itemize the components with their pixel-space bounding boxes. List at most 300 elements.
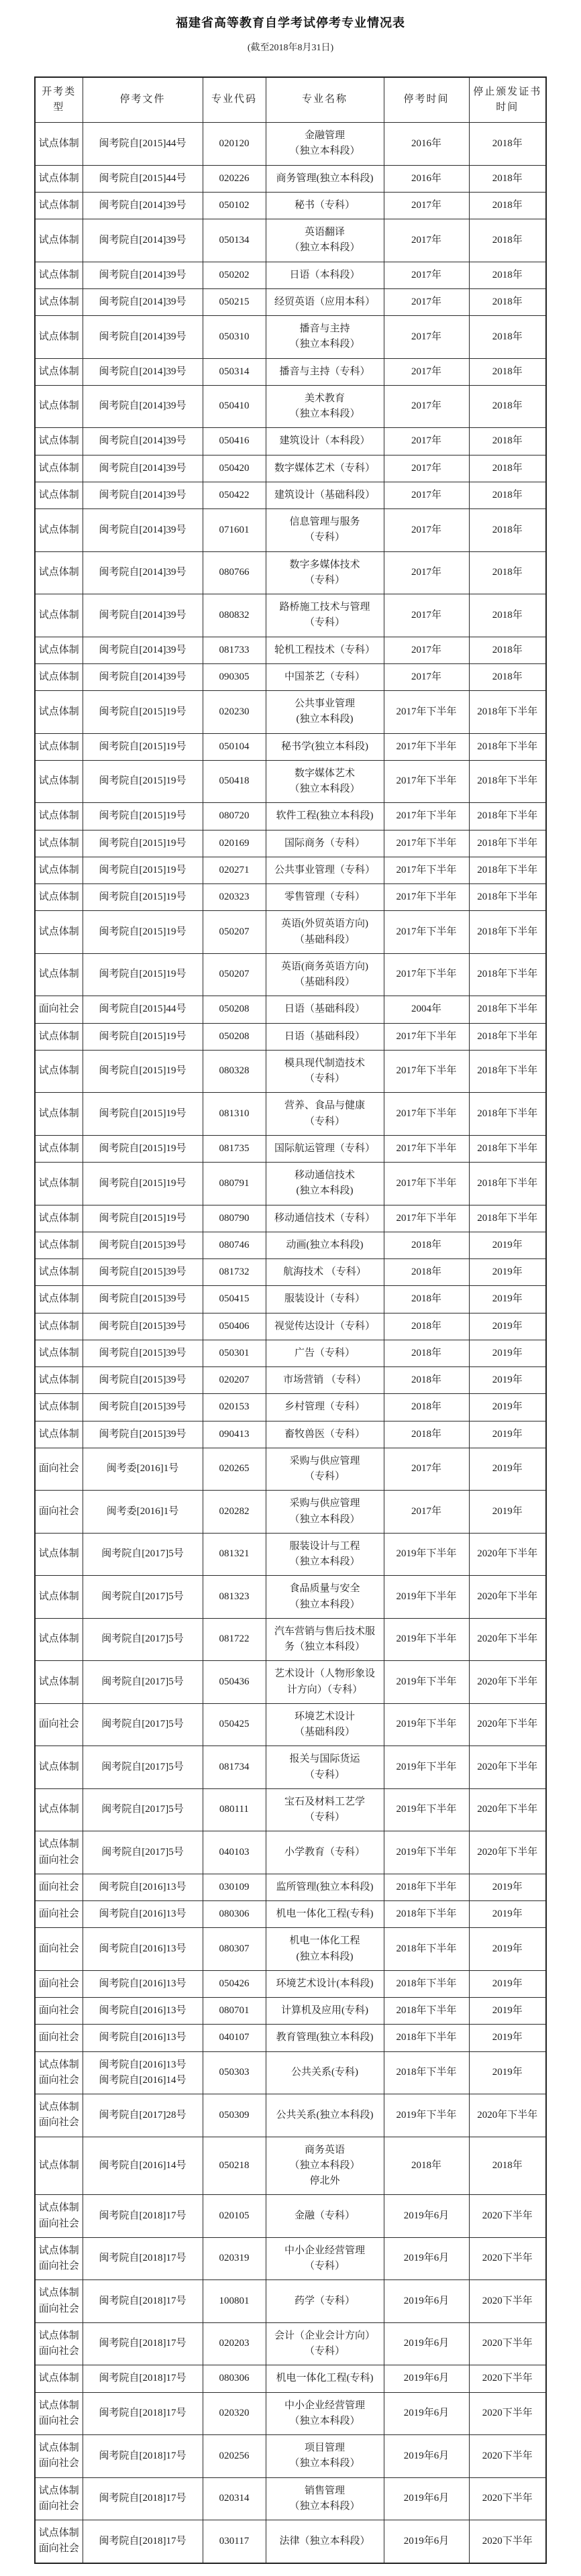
cell-line: 闽考院自[2018]17号 [99, 2373, 187, 2384]
cell-line: 050208 [219, 1004, 250, 1015]
cell-line: 2018年下半年 [396, 1943, 457, 1954]
cert-stop-time-cell [469, 1050, 546, 1093]
cell-line: 闽考院自[2015]39号 [99, 1375, 187, 1385]
cell-line: (独立本科段) [296, 1185, 354, 1197]
stop-time-cell [384, 1093, 469, 1136]
cell-line: 2018年下半年 [477, 1212, 538, 1224]
major-name-cell [266, 1232, 384, 1258]
cell-line: 试点体制 [38, 172, 79, 184]
cell-line: 090305 [219, 671, 250, 682]
cell-line: 2019年 [492, 1267, 523, 1277]
stop-time-cell [384, 1703, 469, 1746]
cert-stop-time-cell [469, 358, 546, 385]
cell-line: 乡村管理（专科） [284, 1401, 365, 1413]
stop-exam-table [34, 76, 547, 2564]
table-row [35, 1093, 546, 1136]
cell-line: 2018年 [411, 1401, 441, 1413]
cell-line: 2020下半年 [482, 2373, 533, 2384]
stop-time-cell [384, 288, 469, 315]
cell-line: 2019年 [492, 1375, 523, 1385]
major-name-cell [266, 1746, 384, 1789]
stop-time-cell [384, 691, 469, 734]
cell-line: 2018年下半年 [477, 864, 538, 875]
cell-line: 闽考院自[2018]17号 [99, 2253, 187, 2264]
table-row [35, 551, 546, 594]
stop-doc-cell [83, 2280, 203, 2323]
stop-time-cell [384, 1998, 469, 2025]
cell-line: 2018年 [411, 1267, 441, 1277]
cell-line: 面向社会 [38, 1004, 79, 1015]
cell-line: 信息管理与服务 [289, 517, 360, 527]
cell-line: （专科） [304, 1471, 345, 1482]
cell-line: （独立本科段） [289, 242, 360, 254]
major-code-cell [203, 482, 266, 508]
table-row [35, 358, 546, 385]
table-row [35, 1448, 546, 1491]
cell-line: 开考类型 [42, 86, 76, 113]
cert-stop-time-cell [469, 1448, 546, 1491]
stop-time-cell [384, 1788, 469, 1831]
major-name-cell [266, 2365, 384, 2392]
stop-doc-cell [83, 663, 203, 690]
stop-time-cell [384, 1576, 469, 1619]
stop-doc-cell [83, 1023, 203, 1050]
exam-type-cell [35, 996, 83, 1023]
cell-line: 2020下半年 [482, 2450, 533, 2461]
cell-line: 020153 [219, 1401, 250, 1413]
major-name-cell [266, 482, 384, 508]
cell-line: 报关与国际货运 [289, 1754, 360, 1765]
cell-line: 2020下半年 [482, 2338, 533, 2349]
cell-line: 闽考院自[2017]5号 [101, 1633, 184, 1645]
major-name-cell [266, 1788, 384, 1831]
cell-line: （专科） [304, 2346, 345, 2357]
cert-stop-time-cell [469, 803, 546, 830]
major-code-cell [203, 1533, 266, 1576]
stop-doc-cell [83, 2520, 203, 2563]
cell-line: 试点体制 [38, 1761, 79, 1772]
cert-stop-time-cell [469, 1023, 546, 1050]
major-code-cell [203, 953, 266, 996]
cell-line: 2019年下半年 [396, 1719, 457, 1730]
cell-line: 2016年 [411, 172, 441, 184]
major-code-cell [203, 1928, 266, 1971]
stop-doc-cell [83, 2025, 203, 2051]
exam-type-cell [35, 288, 83, 315]
cell-line: 面向社会 [38, 2032, 79, 2043]
cell-line: （专科） [304, 574, 345, 586]
cell-line: 2018年 [492, 2159, 523, 2171]
cell-line: 2018年 [492, 400, 523, 412]
cell-line: 闽考院自[2016]13号 [99, 1881, 187, 1892]
exam-type-cell [35, 1050, 83, 1093]
major-code-cell [203, 1703, 266, 1746]
cell-line: 闽考院自[2017]5号 [101, 1676, 184, 1687]
stop-time-cell [384, 733, 469, 760]
cell-line: 面向社会 [38, 2303, 79, 2314]
cell-line: 2018年 [492, 172, 523, 184]
stop-time-cell [384, 1340, 469, 1366]
stop-doc-cell [83, 803, 203, 830]
cert-stop-time-cell [469, 911, 546, 954]
cell-line: 闽考院自[2016]13号 [99, 2059, 187, 2070]
column-header [384, 77, 469, 123]
major-name-cell [266, 1661, 384, 1704]
cell-line: 中国茶艺（专科） [284, 671, 365, 682]
cert-stop-time-cell [469, 316, 546, 359]
cell-line: 081323 [219, 1591, 250, 1602]
cell-line: 090413 [219, 1428, 250, 1440]
table-row [35, 1874, 546, 1900]
cell-line: 2020下半年 [482, 2493, 533, 2504]
major-code-cell [203, 2477, 266, 2520]
exam-type-cell [35, 953, 83, 996]
stop-time-cell [384, 1259, 469, 1286]
cell-line: 闽考院自[2018]17号 [99, 2210, 187, 2221]
cell-line: 移动通信技术（专科） [274, 1212, 375, 1224]
cell-line: 播音与主持 [299, 323, 350, 334]
table-row [35, 1135, 546, 1162]
cell-line: （独立本科段） [289, 339, 360, 350]
cell-line: 2018年下半年 [477, 969, 538, 980]
major-code-cell [203, 2365, 266, 2392]
major-name-cell [266, 2520, 384, 2563]
major-name-cell [266, 691, 384, 734]
exam-type-cell [35, 428, 83, 455]
cell-line: 试点体制 [38, 1375, 79, 1385]
major-code-cell [203, 857, 266, 883]
major-name-cell [266, 857, 384, 883]
cell-line: 教育管理(独立本科段) [276, 2032, 374, 2043]
exam-type-cell [35, 1163, 83, 1205]
cell-line: 050104 [219, 741, 250, 752]
cell-line: 面向社会 [38, 1719, 79, 1730]
major-name-cell [266, 1340, 384, 1366]
cell-line: 金融管理 [304, 130, 345, 141]
exam-type-cell [35, 1313, 83, 1340]
stop-doc-cell [83, 996, 203, 1023]
cell-line: 2017年 [411, 524, 441, 535]
cell-line: （独立本科段） [289, 1556, 360, 1567]
exam-type-cell [35, 1259, 83, 1286]
cell-line: 2017年 [411, 644, 441, 655]
cell-line: 面向社会 [38, 1909, 79, 1919]
cell-line: 050207 [219, 926, 250, 937]
cell-line: 日语（本科段） [289, 269, 360, 280]
exam-type-cell [35, 1340, 83, 1366]
cell-line: 2018年下半年 [477, 1108, 538, 1119]
major-code-cell [203, 2237, 266, 2280]
cell-line: 080766 [219, 567, 250, 578]
cert-stop-time-cell [469, 1286, 546, 1313]
stop-time-cell [384, 1367, 469, 1394]
major-name-cell [266, 1135, 384, 1162]
major-code-cell [203, 1313, 266, 1340]
cell-line: 闽考院自[2015]19号 [99, 926, 187, 937]
cert-stop-time-cell [469, 1618, 546, 1661]
stop-doc-cell [83, 1901, 203, 1928]
cell-line: 020203 [219, 2338, 250, 2349]
stop-time-cell [384, 2392, 469, 2435]
cell-line: 计算机及应用(专科) [281, 2005, 368, 2016]
column-header [83, 77, 203, 123]
major-code-cell [203, 1661, 266, 1704]
cell-line: 050406 [219, 1320, 250, 1332]
cell-line: 面向社会 [38, 2218, 79, 2229]
cell-line: 2018年下半年 [477, 1030, 538, 1042]
cell-line: 闽考院自[2015]19号 [99, 892, 187, 902]
stop-time-cell [384, 2137, 469, 2195]
cell-line: 2019年 [492, 1881, 523, 1892]
cell-line: 试点体制 [38, 810, 79, 822]
cell-line: 2019年 [492, 1293, 523, 1305]
cell-line: 试点体制 [38, 671, 79, 682]
cell-line: 轮机工程技术（专科） [274, 644, 375, 655]
cert-stop-time-cell [469, 1928, 546, 1971]
cert-stop-time-cell [469, 884, 546, 911]
cert-stop-time-cell [469, 1232, 546, 1258]
exam-type-cell [35, 1421, 83, 1448]
cell-line: 2017年 [411, 609, 441, 621]
major-code-cell [203, 1135, 266, 1162]
cert-stop-time-cell [469, 1901, 546, 1928]
exam-type-cell [35, 316, 83, 359]
cell-line: 闽考院自[2017]5号 [101, 1548, 184, 1560]
table-row [35, 509, 546, 552]
exam-type-cell [35, 455, 83, 482]
cell-line: 2018年 [492, 489, 523, 500]
major-code-cell [203, 884, 266, 911]
exam-type-cell [35, 2365, 83, 2392]
table-row [35, 1259, 546, 1286]
major-name-cell [266, 1050, 384, 1093]
cell-line: 航海技术 （专科） [283, 1267, 366, 1277]
table-row [35, 123, 546, 166]
major-name-cell [266, 2094, 384, 2137]
table-row [35, 760, 546, 803]
table-row [35, 803, 546, 830]
major-code-cell [203, 1286, 266, 1313]
cell-line: 试点体制 [38, 2059, 79, 2070]
cell-line: 面向社会 [38, 1943, 79, 1954]
cell-line: 闽考院自[2016]14号 [99, 2074, 187, 2086]
cell-line: 数字多媒体技术 [289, 559, 360, 570]
cell-line: 试点体制 [38, 366, 79, 377]
exam-type-cell [35, 219, 83, 262]
table-row [35, 1491, 546, 1534]
exam-type-cell [35, 2025, 83, 2051]
cell-line: 闽考院自[2015]19号 [99, 864, 187, 875]
cell-line: 2019年 [492, 2067, 523, 2078]
cell-line: 零售管理（专科） [284, 892, 365, 902]
table-body [35, 123, 546, 2563]
major-name-cell [266, 288, 384, 315]
table-row [35, 857, 546, 883]
major-name-cell [266, 219, 384, 262]
stop-time-cell [384, 2025, 469, 2051]
major-name-cell [266, 358, 384, 385]
cell-line: 闽考院自[2018]17号 [99, 2408, 187, 2419]
stop-time-cell [384, 509, 469, 552]
major-name-cell [266, 1286, 384, 1313]
major-name-cell [266, 551, 384, 594]
major-code-cell [203, 1093, 266, 1136]
cell-line: 营养、食品与健康 [284, 1100, 365, 1112]
cell-line: 闽考院自[2017]28号 [99, 2109, 187, 2121]
cert-stop-time-cell [469, 428, 546, 455]
table-row [35, 2435, 546, 2478]
cell-line: 试点体制 [38, 2528, 79, 2538]
major-code-cell [203, 262, 266, 288]
cell-line: 2018年下半年 [477, 837, 538, 849]
stop-time-cell [384, 1661, 469, 1704]
cert-stop-time-cell [469, 288, 546, 315]
cell-line: 试点体制 [38, 435, 79, 447]
major-code-cell [203, 1340, 266, 1366]
cell-line: 080790 [219, 1212, 250, 1224]
cell-line: 试点体制 [38, 138, 79, 149]
cert-stop-time-cell [469, 2365, 546, 2392]
cell-line: 080746 [219, 1239, 250, 1250]
major-code-cell [203, 663, 266, 690]
cell-line: （专科） [304, 617, 345, 629]
cell-line: 广告（专科） [294, 1347, 355, 1358]
cell-line: 模具现代制造技术 [284, 1057, 365, 1069]
stop-time-cell [384, 1448, 469, 1491]
stop-time-cell [384, 2322, 469, 2365]
cert-stop-time-cell [469, 2520, 546, 2563]
stop-doc-cell [83, 165, 203, 192]
table-row [35, 2025, 546, 2051]
cell-line: 2018年 [411, 1375, 441, 1385]
cell-line: 采购与供应管理 [289, 1498, 360, 1509]
major-code-cell [203, 1901, 266, 1928]
cell-line: 080307 [219, 1943, 250, 1954]
stop-doc-cell [83, 1703, 203, 1746]
cell-line: 2018年下半年 [477, 1177, 538, 1189]
table-row [35, 733, 546, 760]
cell-line: 2017年 [411, 400, 441, 412]
cell-line: 试点体制 [38, 524, 79, 535]
cell-line: 面向社会 [38, 2500, 79, 2512]
major-code-cell [203, 385, 266, 428]
cell-line: 2019年 [492, 1943, 523, 1954]
cell-line: 试点体制 [38, 269, 79, 280]
exam-type-cell [35, 1998, 83, 2025]
cell-line: 闽考院自[2015]44号 [99, 172, 187, 184]
cell-line: 采购与供应管理 [289, 1455, 360, 1466]
cell-line: 面向社会 [38, 2346, 79, 2357]
column-header [203, 77, 266, 123]
cell-line: 2019年下半年 [396, 1633, 457, 1645]
cell-line: 中小企业经营管理 [284, 2245, 365, 2256]
exam-type-cell [35, 2195, 83, 2238]
major-code-cell [203, 1998, 266, 2025]
cell-line: 050301 [219, 1347, 250, 1358]
cell-line: 2018年 [492, 366, 523, 377]
stop-time-cell [384, 1313, 469, 1340]
cell-line: 2020年下半年 [477, 1591, 538, 1602]
cell-line: 数字媒体艺术（专科） [274, 462, 375, 474]
cell-line: 2019年下半年 [396, 1761, 457, 1772]
cert-stop-time-cell [469, 733, 546, 760]
cell-line: （独立本科段） [289, 409, 360, 419]
cell-line: 2017年 [411, 331, 441, 342]
cell-line: 2017年 [411, 199, 441, 211]
table-row [35, 911, 546, 954]
cell-line: 艺术设计（人物形象设 [274, 1668, 375, 1680]
cert-stop-time-cell [469, 2392, 546, 2435]
cell-line: 2018年下半年 [396, 2005, 457, 2016]
cell-line: 2019年 [492, 1909, 523, 1919]
cell-line: 专业名称 [301, 94, 348, 105]
stop-doc-cell [83, 1874, 203, 1900]
cell-line: 020314 [219, 2493, 250, 2504]
cell-line: 面向社会 [38, 2543, 79, 2555]
cert-stop-time-cell [469, 996, 546, 1023]
cell-line: 闽考院自[2017]5号 [101, 1761, 184, 1772]
cell-line: 020207 [219, 1375, 250, 1385]
table-row [35, 1050, 546, 1093]
major-name-cell [266, 2392, 384, 2435]
cell-line: 秘书（专科） [294, 199, 355, 211]
table-row [35, 1618, 546, 1661]
cell-line: 闽考院自[2015]39号 [99, 1267, 187, 1277]
exam-type-cell [35, 1874, 83, 1900]
cell-line: 闽考院自[2015]19号 [99, 1030, 187, 1042]
cell-line: 040107 [219, 2032, 250, 2043]
stop-time-cell [384, 482, 469, 508]
cell-line: 试点体制 [38, 1177, 79, 1189]
exam-type-cell [35, 911, 83, 954]
cell-line: 法律（独立本科段） [279, 2535, 370, 2546]
cell-line: 2017年 [411, 366, 441, 377]
table-row [35, 2365, 546, 2392]
cell-line: 2018年 [411, 2159, 441, 2171]
cell-line: （专科） [304, 532, 345, 543]
cell-line: 试点体制 [38, 644, 79, 655]
major-code-cell [203, 594, 266, 637]
cell-line: （独立本科段） [289, 2458, 360, 2469]
cell-line: 闽考院自[2016]13号 [99, 1909, 187, 1919]
exam-type-cell [35, 691, 83, 734]
cell-line: 面向社会 [38, 1978, 79, 1989]
cell-line: 英语(外贸英语方向) [281, 918, 368, 930]
cell-line: 2018年 [492, 567, 523, 578]
table-row [35, 2477, 546, 2520]
cell-line: 闽考院自[2014]39号 [99, 331, 187, 342]
table-row [35, 1205, 546, 1232]
major-name-cell [266, 385, 384, 428]
cell-line: （独立本科段） [289, 784, 360, 794]
table-row [35, 1970, 546, 1997]
table-row [35, 192, 546, 219]
cell-line: 面向社会 [38, 1463, 79, 1474]
major-name-cell [266, 2237, 384, 2280]
major-code-cell [203, 2280, 266, 2323]
cell-line: 服装设计（专科） [284, 1293, 365, 1305]
cell-line: 2018年 [492, 234, 523, 246]
cell-line: 2018年 [411, 1239, 441, 1250]
stop-time-cell [384, 1618, 469, 1661]
major-name-cell [266, 1831, 384, 1874]
stop-time-cell [384, 884, 469, 911]
cell-line: 050102 [219, 199, 250, 211]
major-code-cell [203, 1050, 266, 1093]
cell-line: 务（独立本科段） [284, 1642, 365, 1652]
cert-stop-time-cell [469, 1313, 546, 1340]
major-name-cell [266, 884, 384, 911]
